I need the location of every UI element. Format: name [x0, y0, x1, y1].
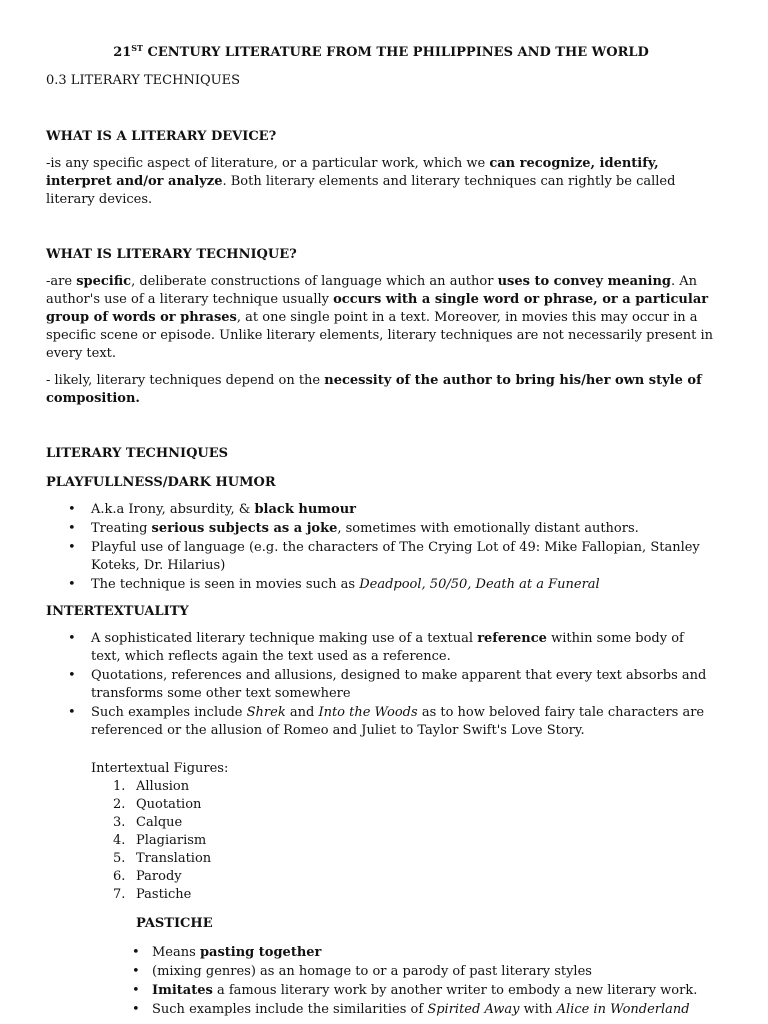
list-item: 1. Allusion [113, 779, 190, 794]
list-item: • The technique is seen in movies such as Deadpool, 50/50, Death at a Funeral [91, 576, 716, 594]
heading-playfulness: PLAYFULLNESS/DARK HUMOR [46, 475, 276, 490]
title-superscript: ST [131, 43, 144, 53]
heading-pastiche: PASTICHE [136, 916, 213, 931]
list-item: 4. Plagiarism [113, 833, 207, 848]
list-item: 7. Pastiche [113, 887, 192, 902]
list-item: • Imitates a famous literary work by another writer to embody a new literary work. [152, 982, 716, 1000]
intertextuality-list [46, 630, 716, 740]
list-item: 2. Quotation [113, 797, 202, 812]
heading-intertextuality: INTERTEXTUALITY [46, 604, 189, 619]
document-title: 21ST CENTURY LITERATURE FROM THE PHILIPPINES AND THE WORLD [113, 43, 649, 60]
list-item: • A.k.a Irony, absurdity, & black humour [91, 501, 716, 519]
list-item: • Playful use of language (e.g. the characters of The Crying Lot of 49: Mike Fallopian, Stanley Koteks, Dr. Hilarius) [91, 539, 716, 575]
paragraph-technique-style: - likely, literary techniques depend on the necessity of the author to bring his/her own style of composition. [46, 373, 702, 406]
list-item: • Such examples include the similarities of Spirited Away with Alice in Wonderland [152, 1001, 716, 1019]
list-item: 3. Calque [113, 815, 183, 830]
list-item: 5. Translation [113, 851, 212, 866]
document-subtitle: 0.3 LITERARY TECHNIQUES [46, 73, 240, 88]
list-item: • A sophisticated literary technique making use of a textual reference within some body of text, which reflects again the text used as a reference. [91, 630, 716, 666]
playfulness-list [46, 501, 716, 594]
heading-literary-device: WHAT IS A LITERARY DEVICE? [46, 129, 277, 144]
paragraph-literary-technique: -are specific, deliberate constructions of language which an author uses to convey meaning. An author's use of a literary technique usually occurs with a single word or phrase, or a particular group of words or phrases, at one single point in a text. Moreover, in movies this may occur in a specific scene or episode. Unlike literary elements, literary techniques are not necessarily present in every text. [46, 274, 714, 361]
list-item: • Treating serious subjects as a joke, sometimes with emotionally distant authors. [91, 520, 716, 538]
list-item: • Means pasting together [152, 944, 716, 962]
intertextual-figures-list [46, 778, 716, 904]
heading-literary-techniques: LITERARY TECHNIQUES [46, 446, 229, 461]
heading-literary-technique: WHAT IS LITERARY TECHNIQUE? [46, 247, 297, 262]
list-item: • Quotations, references and allusions, designed to make apparent that every text absorbs and transforms some other text somewhere [91, 667, 716, 703]
intertextual-figures-label: Intertextual Figures: [91, 761, 229, 776]
paragraph-literary-device: -is any specific aspect of literature, or a particular work, which we can recognize, identify, interpret and/or analyze. Both literary elements and literary techniques can rightly be called literary devices. [46, 156, 676, 207]
list-item: • Such examples include Shrek and Into the Woods as to how beloved fairy tale characters are referenced or the allusion of Romeo and Juliet to Taylor Swift's Love Story. [91, 704, 716, 740]
list-item: 6. Parody [113, 869, 182, 884]
list-item: • (mixing genres) as an homage to or a parody of past literary styles [152, 963, 716, 981]
pastiche-list [46, 944, 716, 1019]
